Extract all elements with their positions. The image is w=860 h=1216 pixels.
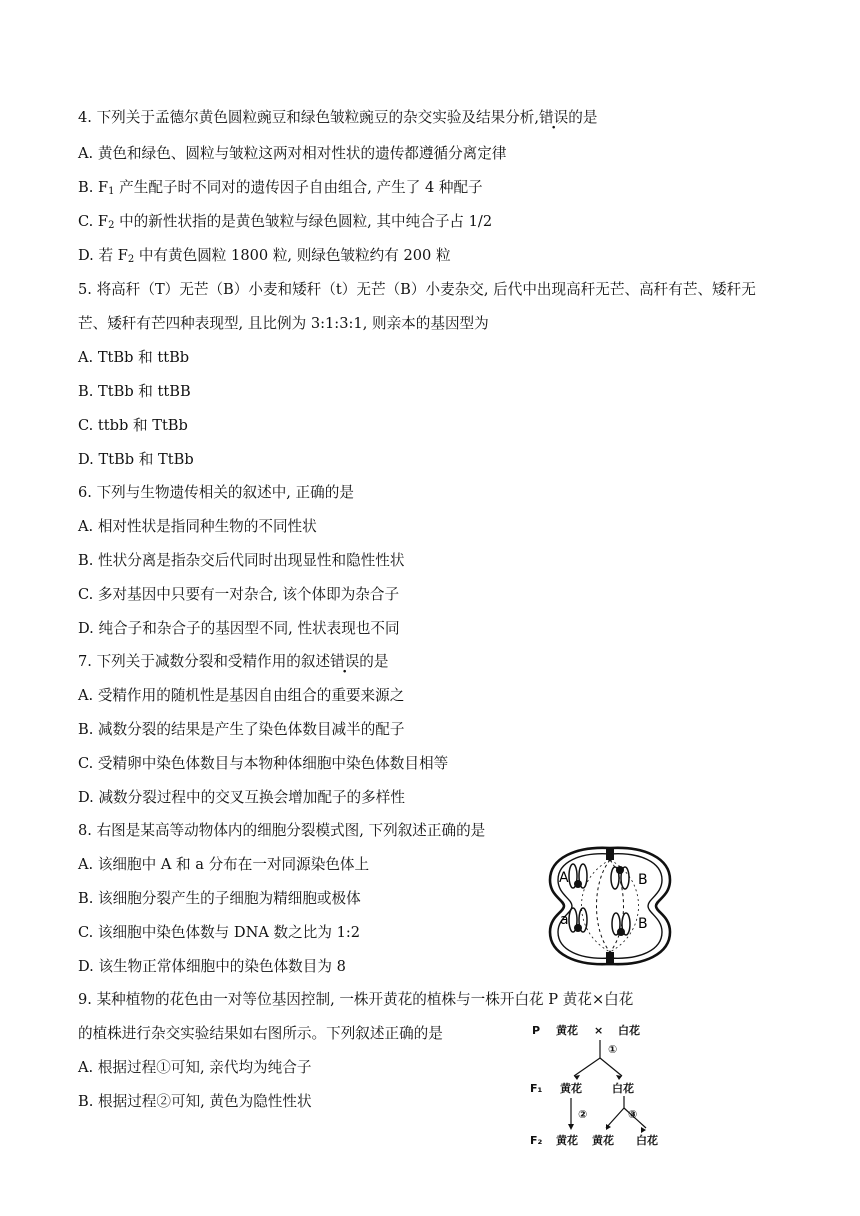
q6-option-a: A. 相对性状是指同种生物的不同性状	[78, 518, 317, 535]
allele-label-A: A	[559, 870, 569, 886]
q4-emphasis: 错误	[539, 109, 569, 126]
q5-option-a: A. TtBb 和 ttBb	[78, 349, 190, 366]
q5-stem-line1: 5. 将高秆（T）无芒（B）小麦和矮秆（t）无芒（B）小麦杂交, 后代中出现高秆无芒、高秆有芒、矮秆无	[78, 281, 756, 298]
q5-option-c: C. ttbb 和 TtBb	[78, 417, 188, 434]
q5-option-b: B. TtBb 和 ttBB	[78, 383, 191, 400]
cross-diagram	[526, 1018, 676, 1150]
chromosome-bottom-left	[569, 908, 587, 932]
q4-stem: 4. 下列关于孟德尔黄色圆粒豌豆和绿色皱粒豌豆的杂交实验及结果分析,错误的是	[78, 109, 598, 126]
q9-stem-line1: 9. 某种植物的花色由一对等位基因控制, 一株开黄花的植株与一株开白花 P 黄花×白花	[78, 991, 634, 1008]
chromosome-bottom-right	[612, 913, 630, 936]
step-2-label: ②	[578, 1108, 588, 1121]
allele-label-B-bottom: B	[638, 916, 648, 932]
q9-stem-line2: 的植株进行杂交实验结果如右图所示。下列叙述正确的是	[78, 1025, 443, 1042]
q6-stem: 6. 下列与生物遗传相关的叙述中, 正确的是	[78, 484, 354, 501]
p-yellow-label: 黄花	[556, 1024, 578, 1037]
f1-white-label: 白花	[612, 1082, 634, 1095]
q8-option-a: A. 该细胞中 A 和 a 分布在一对同源染色体上	[78, 856, 370, 873]
generation-f2-label: F₂	[530, 1134, 543, 1147]
f2-white-label: 白花	[636, 1134, 658, 1147]
q7-option-b: B. 减数分裂的结果是产生了染色体数目减半的配子	[78, 721, 405, 738]
q9-option-b: B. 根据过程②可知, 黄色为隐性性状	[78, 1093, 312, 1110]
generation-p-label: P	[532, 1024, 541, 1037]
q8-option-c: C. 该细胞中染色体数与 DNA 数之比为 1:2	[78, 924, 361, 941]
allele-label-a: a	[560, 912, 569, 928]
q7-option-c: C. 受精卵中染色体数目与本物种体细胞中染色体数目相等	[78, 755, 449, 772]
cross-symbol: ×	[594, 1024, 604, 1037]
q5-stem-line2: 芒、矮秆有芒四种表现型, 且比例为 3:1:3:1, 则亲本的基因型为	[78, 315, 489, 332]
q7-option-d: D. 减数分裂过程中的交叉互换会增加配子的多样性	[78, 789, 405, 806]
q4-option-d: D. 若 $F_2$ 中有黄色圆粒 1800 粒, 则绿色皱粒约有 200 粒	[78, 247, 451, 265]
q7-option-a: A. 受精作用的随机性是基因自由组合的重要来源之	[78, 687, 405, 704]
p-white-label: 白花	[618, 1024, 640, 1037]
q4-option-b: B. $F_1$ 产生配子时不同对的遗传因子自由组合, 产生了 4 种配子	[78, 179, 483, 197]
step-3-label: ③	[628, 1108, 638, 1121]
f1-yellow-label: 黄花	[560, 1082, 582, 1095]
step-1-label: ①	[608, 1043, 618, 1056]
allele-label-B-top: B	[638, 872, 648, 888]
q9-option-a: A. 根据过程①可知, 亲代均为纯合子	[78, 1059, 312, 1076]
q4-option-a: A. 黄色和绿色、圆粒与皱粒这两对相对性状的遗传都遵循分离定律	[78, 145, 507, 162]
q6-option-d: D. 纯合子和杂合子的基因型不同, 性状表现也不同	[78, 620, 400, 637]
f2-yellow-label-2: 黄花	[592, 1134, 614, 1147]
chromosome-top-right	[611, 866, 629, 889]
q7-emphasis: 错误	[330, 653, 360, 670]
generation-f1-label: F₁	[530, 1082, 543, 1095]
q6-option-b: B. 性状分离是指杂交后代同时出现显性和隐性性状	[78, 552, 405, 569]
q4-option-c: C. $F_2$ 中的新性状指的是黄色皱粒与绿色圆粒, 其中纯合子占 1/2	[78, 213, 493, 231]
chromosome-top-left	[569, 864, 587, 888]
q5-option-d: D. TtBb 和 TtBb	[78, 451, 194, 468]
q8-stem: 8. 右图是某高等动物体内的细胞分裂模式图, 下列叙述正确的是	[78, 822, 486, 839]
q8-option-b: B. 该细胞分裂产生的子细胞为精细胞或极体	[78, 890, 361, 907]
q7-stem: 7. 下列关于减数分裂和受精作用的叙述错误的是	[78, 653, 389, 670]
q8-option-d: D. 该生物正常体细胞中的染色体数目为 8	[78, 958, 346, 975]
cell-division-figure	[540, 842, 680, 970]
q6-option-c: C. 多对基因中只要有一对杂合, 该个体即为杂合子	[78, 586, 400, 603]
f2-yellow-label-1: 黄花	[556, 1134, 578, 1147]
